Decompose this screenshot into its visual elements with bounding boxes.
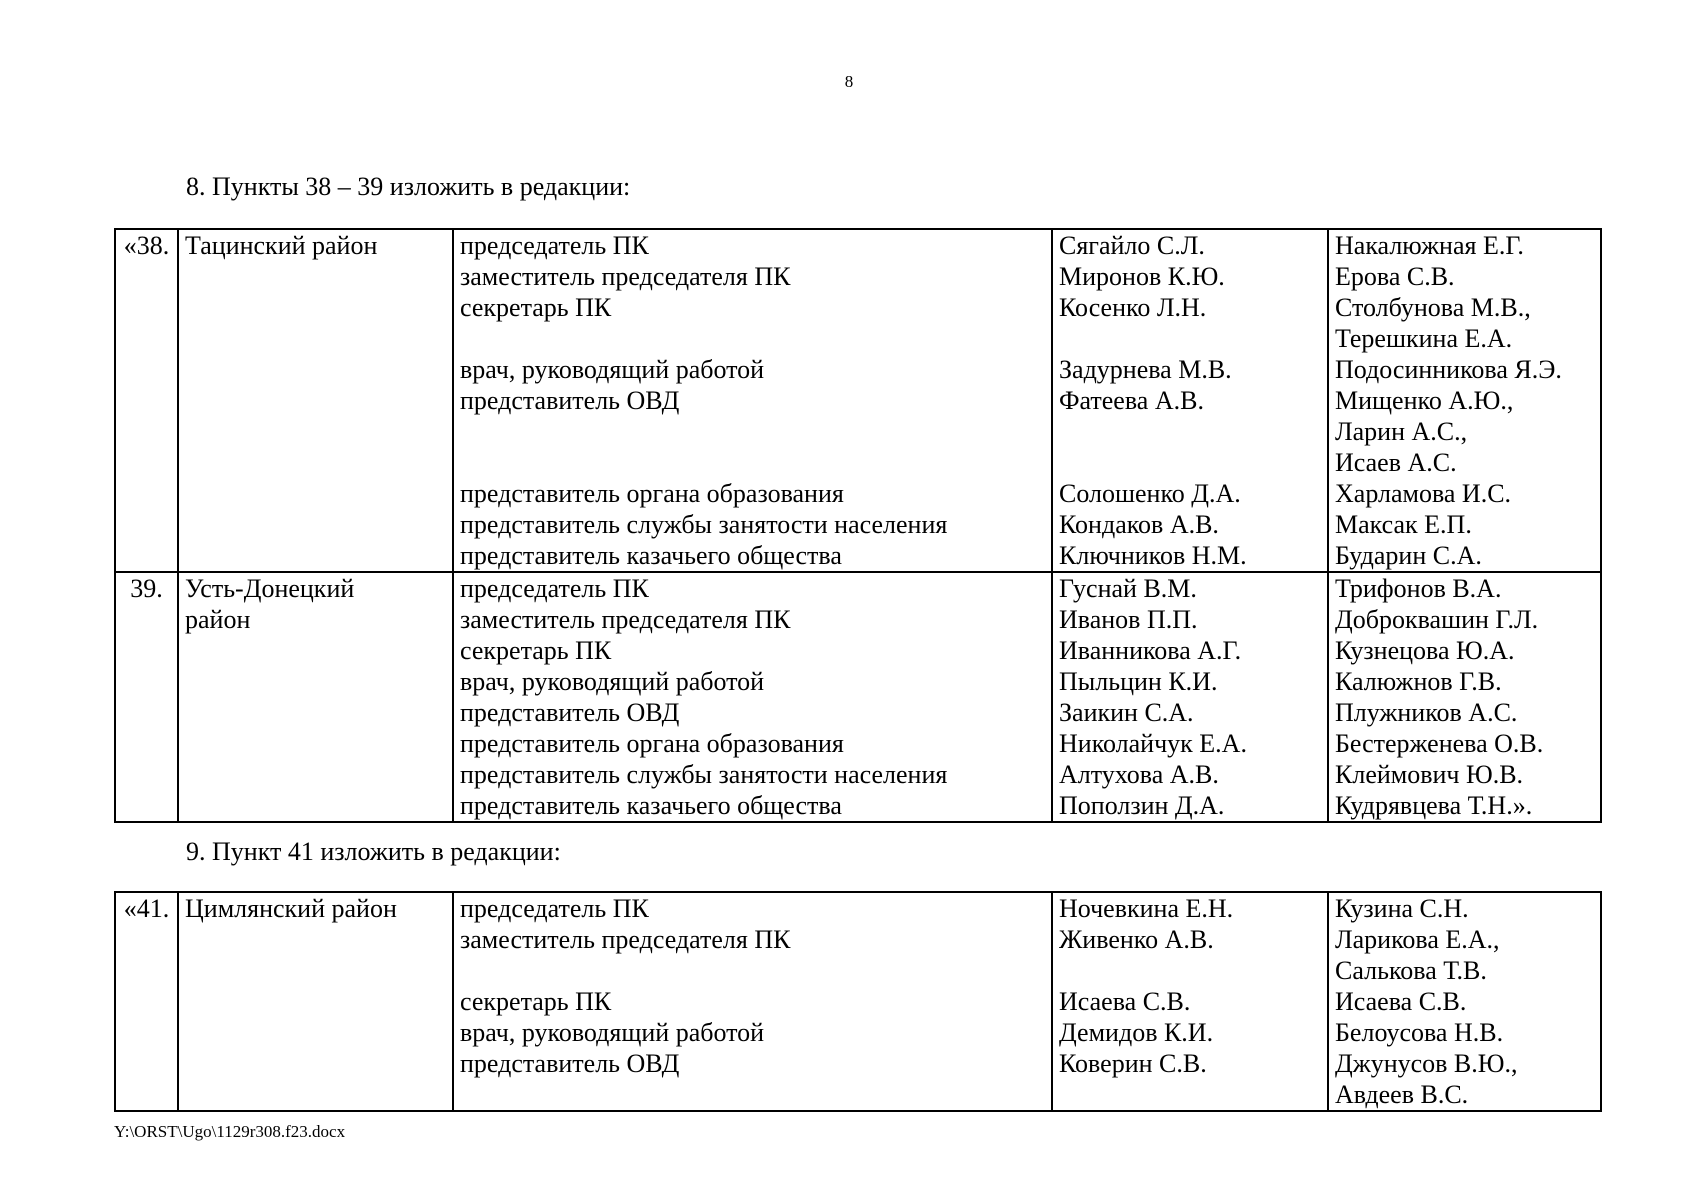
member-name: Гуснай В.М. [1059, 574, 1197, 603]
reserve-member-name: Максак Е.П. [1335, 510, 1472, 539]
member-name [1059, 416, 1321, 447]
position-title [460, 955, 1045, 986]
position-title: врач, руководящий работой [460, 1018, 765, 1047]
district-name-cell [178, 229, 453, 572]
reserve-member-name: Исаева С.В. [1335, 987, 1467, 1016]
member-name [1059, 1079, 1321, 1110]
reserve-member-name: Джунусов В.Ю., [1335, 1049, 1518, 1078]
reserve-member-name: Столбунова М.В., [1335, 293, 1531, 322]
member-name: Косенко Л.Н. [1059, 293, 1207, 322]
position-title: заместитель председателя ПК [460, 925, 791, 954]
member-name: Ночевкина Е.Н. [1059, 894, 1234, 923]
position-title: представитель службы занятости населения [460, 760, 948, 789]
member-name [1059, 955, 1321, 986]
reserve-member-name: Трифонов В.А. [1335, 574, 1502, 603]
table-row [115, 892, 1601, 1111]
position-title: представитель ОВД [460, 698, 680, 727]
reserve-member-name: Кудрявцева Т.Н.». [1335, 791, 1533, 820]
reserve-member-name: Бударин С.А. [1335, 541, 1482, 570]
member-name: Николайчук Е.А. [1059, 729, 1247, 758]
member-name [1059, 447, 1321, 478]
position-title: секретарь ПК [460, 987, 612, 1016]
table-row [115, 229, 1601, 572]
position-title: представитель органа образования [460, 479, 844, 508]
position-title: врач, руководящий работой [460, 355, 765, 384]
reserve-member-name: Калюжнов Г.В. [1335, 667, 1502, 696]
member-name: Иванникова А.Г. [1059, 636, 1242, 665]
item-number: «38. [115, 229, 178, 572]
position-title [460, 447, 1045, 478]
commission-table-38-39 [114, 228, 1602, 823]
position-title: заместитель председателя ПК [460, 605, 791, 634]
reserve-member-name: Харламова И.С. [1335, 479, 1512, 508]
position-title: секретарь ПК [460, 636, 612, 665]
reserve-member-name: Клеймович Ю.В. [1335, 760, 1524, 789]
member-name-cell [1052, 892, 1328, 1111]
member-name: Исаева С.В. [1059, 987, 1191, 1016]
reserve-member-name: Исаев А.С. [1335, 448, 1457, 477]
reserve-member-name: Бестерженева О.В. [1335, 729, 1544, 758]
member-name: Ключников Н.М. [1059, 541, 1247, 570]
position-title-cell [453, 892, 1052, 1111]
reserve-member-name: Кузина С.Н. [1335, 894, 1469, 923]
position-title: представитель ОВД [460, 386, 680, 415]
position-title-cell [453, 229, 1052, 572]
district-name: Цимлянский район [185, 894, 397, 923]
member-name: Живенко А.В. [1059, 925, 1214, 954]
member-name: Сягайло С.Л. [1059, 231, 1205, 260]
position-title: представитель казачьего общества [460, 791, 842, 820]
position-title: врач, руководящий работой [460, 667, 765, 696]
member-name: Задурнева М.В. [1059, 355, 1232, 384]
item-number: «41. [115, 892, 178, 1111]
section-heading-9: 9. Пункт 41 изложить в редакции: [186, 837, 561, 866]
position-title: представитель службы занятости населения [460, 510, 948, 539]
reserve-member-name: Белоусова Н.В. [1335, 1018, 1504, 1047]
member-name: Иванов П.П. [1059, 605, 1198, 634]
member-name-cell [1052, 229, 1328, 572]
member-name: Коверин С.В. [1059, 1049, 1207, 1078]
reserve-member-name: Кузнецова Ю.А. [1335, 636, 1515, 665]
member-name: Солошенко Д.А. [1059, 479, 1241, 508]
position-title: заместитель председателя ПК [460, 262, 791, 291]
reserve-member-name-cell [1328, 572, 1601, 822]
item-number: 39. [115, 572, 178, 822]
member-name: Алтухова А.В. [1059, 760, 1219, 789]
position-title: председатель ПК [460, 574, 649, 603]
member-name [1059, 323, 1321, 354]
district-name-cell [178, 892, 453, 1111]
reserve-member-name: Авдеев В.С. [1335, 1080, 1469, 1109]
district-name: Тацинский район [185, 231, 378, 260]
reserve-member-name: Плужников А.С. [1335, 698, 1518, 727]
position-title [460, 1079, 1045, 1110]
position-title: секретарь ПК [460, 293, 612, 322]
reserve-member-name-cell [1328, 892, 1601, 1111]
reserve-member-name: Салькова Т.В. [1335, 956, 1487, 985]
reserve-member-name-cell [1328, 229, 1601, 572]
position-title: председатель ПК [460, 231, 649, 260]
member-name: Фатеева А.В. [1059, 386, 1204, 415]
reserve-member-name: Накалюжная Е.Г. [1335, 231, 1524, 260]
page-number: 8 [844, 72, 854, 91]
reserve-member-name: Ларин А.С., [1335, 417, 1468, 446]
district-name: Усть-Донецкий [185, 574, 355, 603]
position-title-cell [453, 572, 1052, 822]
district-name-cell [178, 572, 453, 822]
table-row [115, 572, 1601, 822]
position-title: председатель ПК [460, 894, 649, 923]
position-title [460, 323, 1045, 354]
position-title: представитель органа образования [460, 729, 844, 758]
reserve-member-name: Доброквашин Г.Л. [1335, 605, 1539, 634]
member-name: Миронов К.Ю. [1059, 262, 1225, 291]
section-heading-8: 8. Пункты 38 – 39 изложить в редакции: [186, 172, 631, 201]
member-name: Поползин Д.А. [1059, 791, 1225, 820]
reserve-member-name: Подосинникова Я.Э. [1335, 355, 1562, 384]
reserve-member-name: Мищенко А.Ю., [1335, 386, 1514, 415]
member-name: Пыльцин К.И. [1059, 667, 1218, 696]
district-name: район [185, 605, 251, 634]
reserve-member-name: Ерова С.В. [1335, 262, 1455, 291]
member-name: Демидов К.И. [1059, 1018, 1214, 1047]
member-name: Заикин С.А. [1059, 698, 1194, 727]
position-title: представитель казачьего общества [460, 541, 842, 570]
reserve-member-name: Терешкина Е.А. [1335, 324, 1513, 353]
position-title: представитель ОВД [460, 1049, 680, 1078]
commission-table-41 [114, 891, 1602, 1112]
member-name: Кондаков А.В. [1059, 510, 1219, 539]
file-path-footer: Y:\ORST\Ugo\1129r308.f23.docx [114, 1122, 346, 1141]
position-title [460, 416, 1045, 447]
reserve-member-name: Ларикова Е.А., [1335, 925, 1500, 954]
member-name-cell [1052, 572, 1328, 822]
